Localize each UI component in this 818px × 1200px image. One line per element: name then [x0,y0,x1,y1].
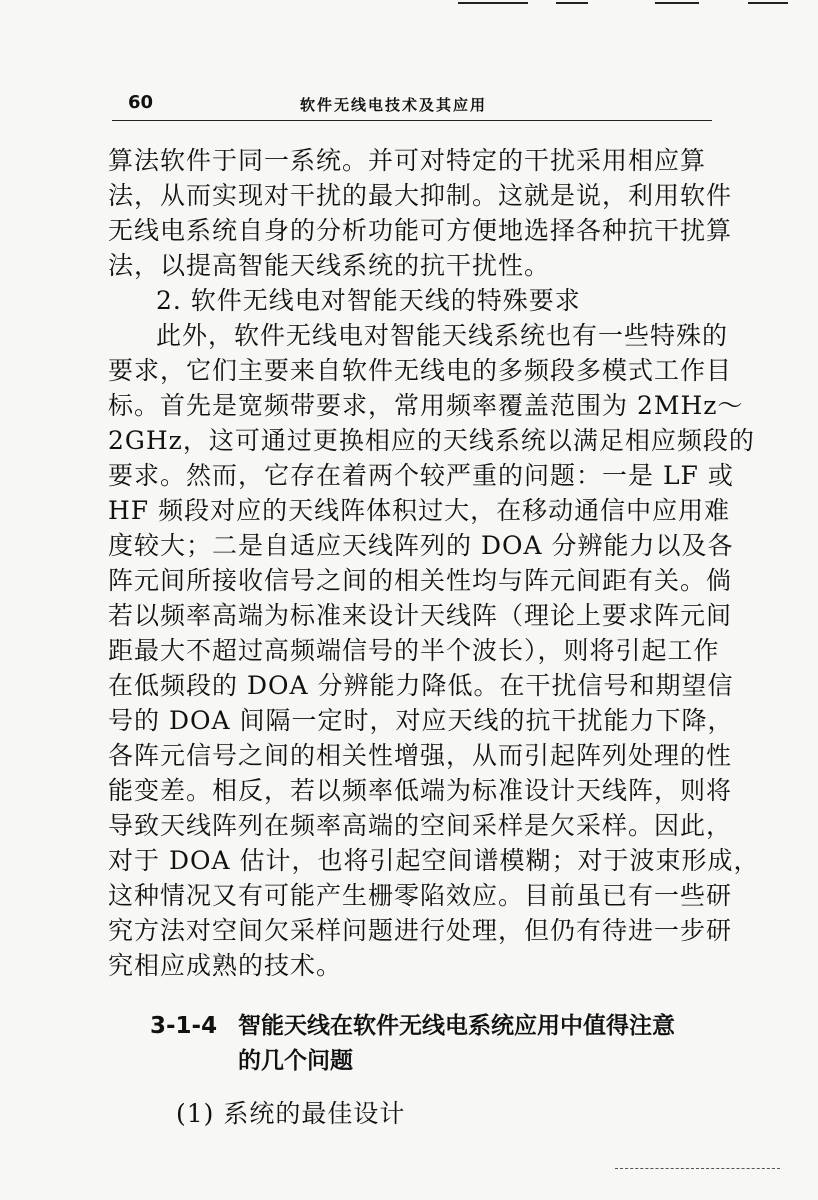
scan-artifact-line [556,2,588,4]
text-line: 导致天线阵列在频率高端的空间采样是欠采样。因此， [108,811,733,840]
section-title-line: 的几个问题 [238,1048,353,1074]
text-line: 这种情况又有可能产生栅零陷效应。目前虽已有一些研 [108,881,733,910]
subsection-heading: (1) 系统的最佳设计 [176,1099,406,1128]
text-line: 2. 软件无线电对智能天线的特殊要求 [156,286,581,315]
page-header [112,88,712,121]
text-line: 究方法对空间欠采样问题进行处理，但仍有待进一步研 [108,916,733,945]
text-line: 在低频段的 DOA 分辨能力降低。在干扰信号和期望信 [108,671,734,700]
text-line: HF 频段对应的天线阵体积过大，在移动通信中应用难 [108,496,731,525]
scan-artifact-line [458,2,528,4]
text-line: 距最大不超过高频端信号的半个波长），则将引起工作 [108,636,720,665]
text-line: 无线电系统自身的分析功能可方便地选择各种抗干扰算 [108,216,733,245]
scan-artifact-line [748,2,788,4]
text-line: 要求，它们主要来自软件无线电的多频段多模式工作目 [108,356,733,385]
text-line: 要求。然而，它存在着两个较严重的问题：一是 LF 或 [108,461,734,490]
text-line: 各阵元信号之间的相关性增强，从而引起阵列处理的性 [108,741,733,770]
text-line: 号的 DOA 间隔一定时，对应天线的抗干扰能力下降， [108,706,734,735]
text-line: 阵元间所接收信号之间的相关性均与阵元间距有关。倘 [108,566,733,595]
text-line: 标。首先是宽频带要求，常用频率覆盖范围为 2MHz～ [108,391,744,420]
scan-artifact-line [655,2,699,4]
page-number: 60 [128,92,154,113]
running-title: 软件无线电技术及其应用 [300,96,488,114]
text-line: 度较大；二是自适应天线阵列的 DOA 分辨能力以及各 [108,531,734,560]
text-line: 若以频率高端为标准来设计天线阵（理论上要求阵元间 [108,601,733,630]
section-number: 3-1-4 [150,1013,218,1039]
text-line: 法，以提高智能天线系统的抗干扰性。 [108,251,551,280]
text-line: 究相应成熟的技术。 [108,951,343,980]
text-line: 法，从而实现对干扰的最大抑制。这就是说，利用软件 [108,181,733,210]
footer-rule [615,1168,780,1169]
text-line: 能变差。相反，若以频率低端为标准设计天线阵，则将 [108,776,733,805]
text-line: 算法软件于同一系统。并可对特定的干扰采用相应算 [108,146,707,175]
text-line: 对于 DOA 估计，也将引起空间谱模糊；对于波束形成， [108,846,760,875]
text-line: 2GHz，这可通过更换相应的天线系统以满足相应频段的 [108,426,755,455]
text-line: 此外，软件无线电对智能天线系统也有一些特殊的 [156,321,729,350]
section-title-line: 智能天线在软件无线电系统应用中值得注意 [238,1013,675,1039]
